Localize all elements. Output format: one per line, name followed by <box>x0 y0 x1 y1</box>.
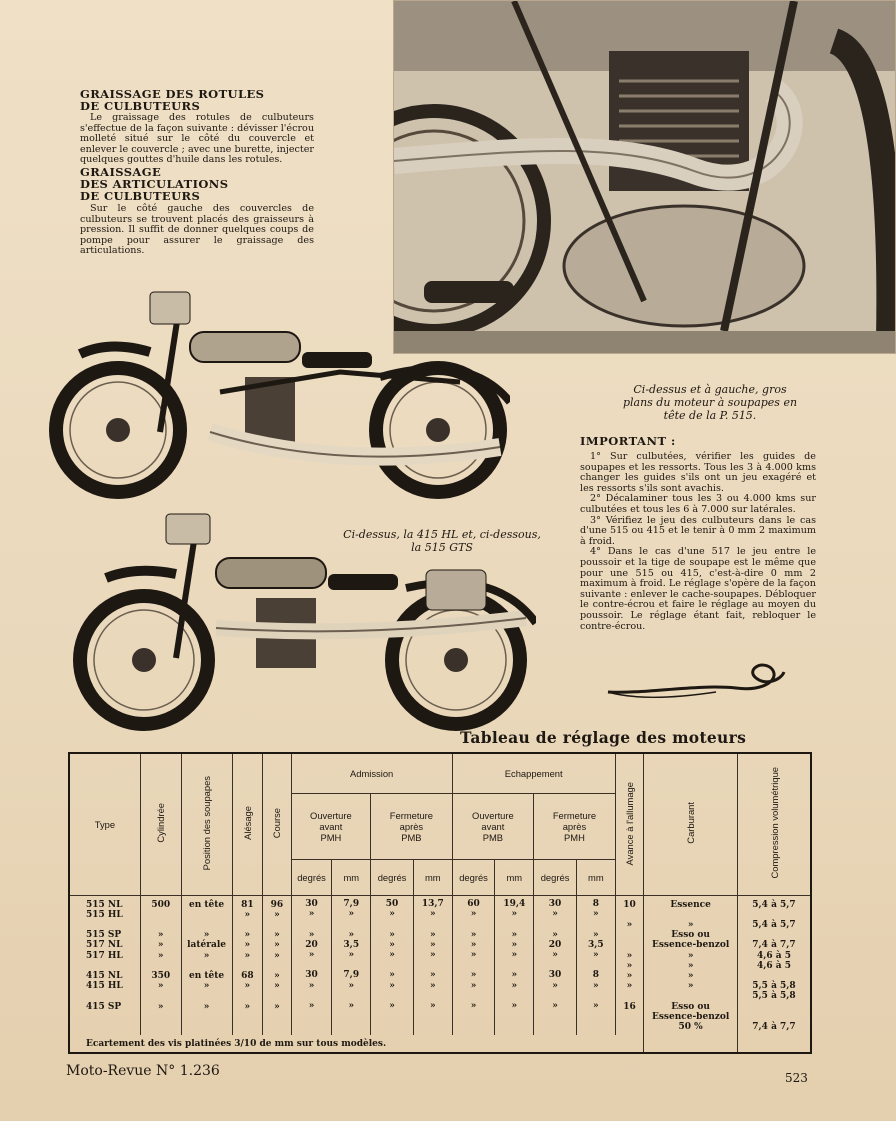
header-echappement: Echappement <box>452 753 615 793</box>
table-cell <box>86 961 140 971</box>
table-cell: » <box>308 980 315 991</box>
table-cell: » <box>274 970 280 981</box>
col-compression <box>738 895 812 1035</box>
table-cell: 30 <box>305 970 318 981</box>
table-cell <box>141 991 181 1001</box>
table-cell: » <box>244 930 251 941</box>
table-cell <box>182 961 232 971</box>
table-cell <box>371 919 413 929</box>
table-cell <box>263 991 291 1001</box>
table-cell: Essence-benzol <box>651 940 730 951</box>
table-cell <box>414 919 452 929</box>
table-cell: » <box>626 981 633 992</box>
header-degres: degrés <box>371 859 414 895</box>
table-cell: 415 HL <box>86 981 123 992</box>
table-cell: » <box>552 950 558 961</box>
header-degres: degrés <box>452 859 495 895</box>
col-type <box>69 895 140 1035</box>
table-cell <box>86 920 140 930</box>
table-cell: 3,5 <box>343 939 360 950</box>
table-cell: 5,4 à 5,7 <box>752 899 796 910</box>
table-cell: » <box>470 1001 477 1012</box>
important-section <box>580 434 816 632</box>
table-cell: en tête <box>188 970 225 981</box>
table-cell: 5,5 à 5,8 <box>752 991 796 1002</box>
table-cell <box>577 919 615 929</box>
table-cell: » <box>687 950 694 961</box>
table-cell <box>616 991 644 1001</box>
table-cell: » <box>348 950 355 961</box>
important-item-2: 2° Décalaminer tous les 3 ou 4.000 kms sur culbutées et tous les 6 à 7.000 sur latérales. <box>580 493 816 515</box>
table-cell: » <box>203 950 210 961</box>
table-cell <box>453 919 495 929</box>
table-cell <box>292 919 332 929</box>
header-type: Type <box>69 753 140 895</box>
important-item-1: 1° Sur culbutées, vérifier les guides de soupapes et les ressorts. Tous les 3 à 4.000 kms changer les guides s'ils ont un jeu exagéré et les ressorts s'ils sont avachis. <box>580 451 816 494</box>
table-cell: » <box>593 980 599 991</box>
table-title: Tableau de réglage des moteurs <box>460 728 747 747</box>
table-cell: » <box>429 1001 436 1012</box>
heading-articulations: GRAISSAGE DES ARTICULATIONS DE CULBUTEURS <box>80 164 229 203</box>
table-cell: » <box>429 909 436 920</box>
table-cell: Esso ou <box>671 1001 710 1012</box>
table-cell: » <box>348 929 355 940</box>
header-ouverture-avant-pmb: Ouverture avant PMB <box>452 793 534 859</box>
table-cell <box>738 1002 810 1012</box>
table-cell <box>495 991 533 1001</box>
table-cell: » <box>244 909 251 920</box>
table-cell: » <box>389 1001 395 1012</box>
table-cell <box>182 991 232 1001</box>
table-cell: » <box>687 960 694 971</box>
header-compression: Compression volumétrique <box>768 767 780 879</box>
table-cell: 7,9 <box>343 970 360 981</box>
table-cell: » <box>511 1001 518 1012</box>
table-cell: » <box>389 929 395 940</box>
table-cell: » <box>157 981 164 992</box>
table-cell: 4,6 à 5 <box>756 960 792 971</box>
table-cell: 5,5 à 5,8 <box>752 981 796 992</box>
table-cell: » <box>429 950 436 961</box>
flourish-ornament <box>606 660 786 706</box>
col-ech-ouv-mm <box>495 895 534 1035</box>
table-cell <box>292 991 332 1001</box>
col-course <box>263 895 292 1035</box>
table-cell <box>233 920 263 930</box>
header-course: Course <box>271 808 283 839</box>
table-cell: 96 <box>270 899 284 910</box>
important-item-4: 4° Dans le cas d'une 517 le jeu entre le poussoir et la tige de soupape est le même que pour une 515 ou 415, c'est-à-dire 0 mm 2 maximum à froid. Le réglage s'opère de la façon suivante : enlever le cache-soupapes. Débloquer le contre-écrou et faire le réglage au moyen du poussoir. Le réglage étant fait, rebloquer le contre-écrou. <box>580 546 816 632</box>
table-cell: 30 <box>548 970 562 981</box>
table-cell: latérale <box>187 940 226 951</box>
table-cell <box>233 961 263 971</box>
header-degres: degrés <box>291 859 332 895</box>
table-cell: » <box>157 940 164 951</box>
table-cell <box>644 910 737 920</box>
table-cell: » <box>274 930 280 941</box>
table-cell: » <box>348 980 355 991</box>
table-cell <box>534 960 576 970</box>
header-carburant: Carburant <box>685 802 697 845</box>
header-avance: Avance à l'allumage <box>623 781 635 865</box>
table-cell: » <box>244 950 251 961</box>
table-cell: 517 HL <box>86 950 123 961</box>
table-cell <box>616 930 644 940</box>
table-cell: » <box>157 930 164 941</box>
heading-rotules: GRAISSAGE DES ROTULES DE CULBUTEURS <box>80 87 265 113</box>
table-cell <box>414 991 452 1001</box>
table-cell: » <box>203 1001 210 1012</box>
table-cell <box>263 961 291 971</box>
col-carburant <box>644 895 738 1035</box>
table-cell: 515 SP <box>86 930 122 941</box>
table-cell <box>86 991 140 1001</box>
table-cell: » <box>511 970 518 981</box>
header-alesage: Alésage <box>241 806 253 841</box>
table-cell: 60 <box>467 899 480 909</box>
table-cell: 10 <box>623 899 636 910</box>
paragraph-rotules: Le graissage des rotules de culbuteurs s'effectue de la façon suivante : dévisser l'écrou molleté situé sur le côté du couvercle et enlever le couvercle ; avec une burette, injecter quelques gouttes d'huile dans les rotules. <box>80 112 314 166</box>
table-cell: 517 NL <box>86 940 123 951</box>
table-cell: 7,4 à 7,7 <box>752 940 796 951</box>
table-cell: » <box>470 929 477 940</box>
magazine-name: Moto-Revue N° 1.236 <box>66 1063 220 1079</box>
table-cell: 20 <box>548 939 562 950</box>
col-avance <box>615 895 644 1035</box>
table-cell: 13,7 <box>421 899 444 909</box>
table-cell: » <box>626 950 633 961</box>
header-mm: mm <box>413 859 452 895</box>
table-cell: » <box>244 981 251 992</box>
table-cell <box>414 960 452 970</box>
table-cell <box>577 960 615 970</box>
caption-motorcycles: Ci-dessus, la 415 HL et, ci-dessous, la 515 GTS <box>343 528 541 554</box>
header-position: Position des soupapes <box>201 776 213 871</box>
table-cell: » <box>274 981 280 992</box>
table-cell <box>453 991 495 1001</box>
table-cell: » <box>203 930 210 941</box>
table-cell <box>616 940 644 950</box>
table-cell <box>332 991 370 1001</box>
table-cell: 350 <box>151 970 171 981</box>
col-adm-ferm-deg <box>371 895 414 1035</box>
table-cell: » <box>593 929 599 940</box>
table-cell <box>182 910 232 920</box>
table-cell: » <box>687 981 694 992</box>
table-cell: » <box>470 980 477 991</box>
table-cell: » <box>308 950 315 961</box>
table-cell: en tête <box>188 899 225 910</box>
table-cell: » <box>274 909 280 920</box>
table-cell: » <box>511 909 518 920</box>
table-cell: » <box>389 950 395 961</box>
header-cylindree: Cylindrée <box>155 803 167 844</box>
col-adm-ferm-mm <box>413 895 452 1035</box>
caption-engine: Ci-dessus et à gauche, gros plans du moteur à soupapes en tête de la P. 515. <box>622 383 798 422</box>
table-cell: Essence-benzol <box>651 1011 730 1022</box>
table-cell: 515 NL <box>86 899 123 910</box>
table-cell <box>534 991 576 1001</box>
important-item-3: 3° Vérifiez le jeu des culbuteurs dans le cas d'une 515 ou 415 et le tenir à 0 mm 2 maximum à froid. <box>580 514 816 547</box>
col-ech-ferm-deg <box>534 895 577 1035</box>
left-column <box>80 88 314 257</box>
table-cell: 50 <box>385 899 399 909</box>
table-cell <box>738 1012 810 1022</box>
table-cell: Esso ou <box>671 930 710 941</box>
table-cell: » <box>552 1001 558 1012</box>
table-cell: » <box>348 909 355 920</box>
col-alesage <box>232 895 263 1035</box>
table-cell: » <box>429 929 436 940</box>
table-cell: » <box>389 970 395 981</box>
table-cell: » <box>593 950 599 961</box>
table-cell: » <box>593 909 599 920</box>
table-cell: 8 <box>592 899 599 909</box>
table-cell: 30 <box>548 899 562 909</box>
table-cell: 4,6 à 5 <box>756 950 792 961</box>
table-cell <box>292 960 332 970</box>
table-cell <box>644 991 737 1001</box>
table-cell: 7,4 à 7,7 <box>752 1021 796 1032</box>
table-cell: 5,4 à 5,7 <box>752 919 796 930</box>
table-cell: » <box>470 909 477 920</box>
header-degres: degrés <box>534 859 577 895</box>
table-cell <box>141 920 181 930</box>
table-cell: 8 <box>592 970 599 981</box>
table-cell <box>332 919 370 929</box>
table-cell: 68 <box>241 970 254 981</box>
header-fermeture-apres-pmh: Fermeture après PMH <box>534 793 616 859</box>
table-cell: 415 NL <box>86 970 123 981</box>
header-admission: Admission <box>291 753 452 793</box>
table-cell <box>141 961 181 971</box>
table-cell: 20 <box>305 939 318 950</box>
table-cell <box>182 920 232 930</box>
table-cell: 50 % <box>678 1021 703 1032</box>
table-cell <box>738 910 810 920</box>
table-cell <box>371 991 413 1001</box>
table-cell: » <box>593 1001 599 1012</box>
table-cell: » <box>274 940 280 951</box>
table-cell: » <box>687 919 694 930</box>
table-cell: » <box>511 980 518 991</box>
col-adm-ouv-mm <box>332 895 371 1035</box>
table-cell: 415 SP <box>86 1001 122 1012</box>
table-cell: » <box>687 970 694 981</box>
table-cell: » <box>308 909 315 920</box>
table-cell: » <box>203 981 210 992</box>
table-cell: » <box>552 909 558 920</box>
table-cell <box>332 960 370 970</box>
table-cell: » <box>308 1001 315 1012</box>
table-cell: » <box>274 950 280 961</box>
table-cell: » <box>552 929 558 940</box>
table-cell: » <box>429 980 436 991</box>
table-footnote: Ecartement des vis platinées 3/10 de mm sur tous modèles. <box>69 1035 644 1053</box>
table-cell: » <box>511 950 518 961</box>
col-ech-ouv-deg <box>452 895 495 1035</box>
engine-settings-table <box>68 752 812 1054</box>
table-cell: » <box>470 950 477 961</box>
table-cell: » <box>348 1001 355 1012</box>
table-cell: » <box>389 980 395 991</box>
header-fermeture-apres-pmb: Fermeture après PMB <box>371 793 453 859</box>
table-cell: 81 <box>241 899 254 910</box>
table-cell <box>738 930 810 940</box>
table-cell: » <box>429 939 436 950</box>
table-cell: » <box>244 1001 251 1012</box>
table-cell <box>233 991 263 1001</box>
table-cell: 500 <box>151 899 171 910</box>
table-cell: » <box>511 929 518 940</box>
table-cell: » <box>626 919 633 930</box>
table-cell <box>371 960 413 970</box>
paragraph-articulations: Sur le côté gauche des couvercles de culbuteurs se trouvent placés des graisseurs à pression. Il suffit de donner quelques coups de pompe pour assurer le graissage des articulations. <box>80 202 314 257</box>
table-cell <box>495 919 533 929</box>
table-cell: » <box>511 939 518 950</box>
table-cell: » <box>470 939 477 950</box>
table-cell: 19,4 <box>503 899 526 909</box>
page-number: 523 <box>785 1071 808 1085</box>
table-cell: 515 HL <box>86 909 123 920</box>
table-cell: 30 <box>305 899 318 909</box>
table-cell <box>263 920 291 930</box>
table-cell: » <box>552 980 558 991</box>
table-cell: 16 <box>623 1001 636 1012</box>
table-cell: » <box>470 970 477 981</box>
table-cell: » <box>429 970 436 981</box>
col-adm-ouv-deg <box>291 895 332 1035</box>
table-cell: 7,9 <box>343 899 360 909</box>
motorcycle-415hl-photo <box>40 282 510 514</box>
table-cell: » <box>274 1001 280 1012</box>
table-cell: » <box>308 929 315 940</box>
table-cell <box>534 919 576 929</box>
header-mm: mm <box>495 859 534 895</box>
important-title: IMPORTANT : <box>580 434 676 448</box>
table-cell: » <box>157 1001 164 1012</box>
table-cell <box>616 910 644 920</box>
col-cylindree <box>140 895 181 1035</box>
table-cell: » <box>157 950 164 961</box>
table-cell <box>577 991 615 1001</box>
header-mm: mm <box>576 859 615 895</box>
table-cell: Essence <box>670 899 711 910</box>
header-mm: mm <box>332 859 371 895</box>
table-cell: » <box>626 960 633 971</box>
header-ouverture-avant-pmh: Ouverture avant PMH <box>291 793 370 859</box>
table-cell <box>738 971 810 981</box>
table-cell <box>495 960 533 970</box>
col-position <box>181 895 232 1035</box>
table-cell: » <box>244 940 251 951</box>
table-cell: » <box>626 970 633 981</box>
table-cell <box>453 960 495 970</box>
table-cell: » <box>389 909 395 920</box>
table-cell <box>141 910 181 920</box>
table-cell: 3,5 <box>588 939 604 950</box>
col-ech-ferm-mm <box>576 895 615 1035</box>
table-cell: » <box>389 939 395 950</box>
